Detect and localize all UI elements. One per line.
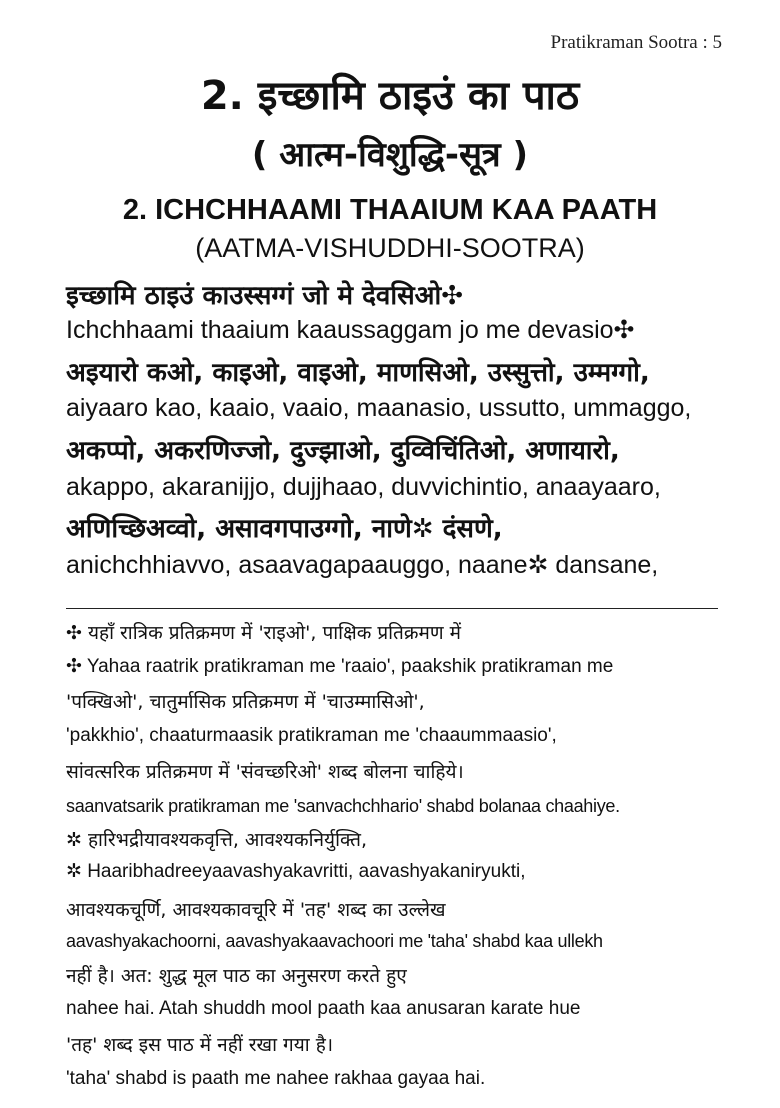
- footnote-line-english: saanvatsarik pratikraman me 'sanvachchhario' shabd bolanaa chaahiye.: [66, 796, 620, 816]
- footnote-line-hindi: नहीं है। अत: शुद्ध मूल पाठ का अनुसरण करते हुए: [66, 965, 407, 987]
- footnote-line-english: ✣ Yahaa raatrik pratikraman me 'raaio', paakshik pratikraman me: [66, 656, 614, 677]
- footnote-line-english: nahee hai. Atah shuddh mool paath kaa anusaran karate hue: [66, 998, 581, 1019]
- verse-line-hindi: अकप्पो, अकरणिज्जो, दुज्झाओ, दुव्विचिंतिओ, अणायारो,: [66, 436, 620, 466]
- footnote-line-english: ✲ Haaribhadreeyaavashyakavritti, aavashyakaniryukti,: [66, 861, 526, 882]
- verse-line-transliteration: aiyaaro kao, kaaio, vaaio, maanasio, ussutto, ummaggo,: [66, 394, 692, 422]
- footnote-line-english: 'pakkhio', chaaturmaasik pratikraman me 'chaaummaasio',: [66, 725, 557, 746]
- verse-line-transliteration: Ichchhaami thaaium kaaussaggam jo me devasio✣: [66, 316, 635, 344]
- title-hindi: 2. इच्छामि ठाइउं का पाठ: [200, 73, 580, 119]
- subtitle-english: (AATMA-VISHUDDHI-SOOTRA): [195, 233, 585, 263]
- footnote-line-hindi: ✣ यहाँ रात्रिक प्रतिक्रमण में 'राइओ', पाक्षिक प्रतिक्रमण में: [66, 622, 461, 644]
- footnote-line-hindi: सांवत्सरिक प्रतिक्रमण में 'संवच्छरिओ' शब्द बोलना चाहिये।: [66, 761, 464, 783]
- verse-line-transliteration: akappo, akaranijjo, dujjhaao, duvvichintio, anaayaaro,: [66, 473, 661, 501]
- running-header: Pratikraman Sootra : 5: [550, 32, 722, 53]
- subtitle-hindi: ( आत्म-विशुद्धि-सूत्र ): [251, 135, 529, 175]
- footnote-line-english: 'taha' shabd is paath me nahee rakhaa gayaa hai.: [66, 1068, 486, 1089]
- footnote-line-hindi: ✲ हारिभद्रीयावश्यकवृत्ति, आवश्यकनिर्युक्ति,: [66, 829, 368, 851]
- footnote-line-hindi: आवश्यकचूर्णि, आवश्यकावचूरि में 'तह' शब्द का उल्लेख: [66, 899, 446, 921]
- verse-line-hindi: इच्छामि ठाइउं काउस्सग्गं जो मे देवसिओ✣: [66, 281, 464, 311]
- title-english: 2. ICHCHHAAMI THAAIUM KAA PAATH: [122, 194, 658, 226]
- verse-line-hindi: अइयारो कओ, काइओ, वाइओ, माणसिओ, उस्सुत्तो, उम्मग्गो,: [66, 358, 650, 388]
- footnote-line-hindi: 'तह' शब्द इस पाठ में नहीं रखा गया है।: [66, 1034, 334, 1056]
- footnote-line-hindi: 'पक्खिओ', चातुर्मासिक प्रतिक्रमण में 'चाउम्मासिओ',: [66, 691, 425, 713]
- footnote-divider: [66, 608, 718, 609]
- verse-line-hindi: अणिच्छिअव्वो, असावगपाउग्गो, नाणे✲ दंसणे,: [66, 514, 503, 544]
- footnote-line-english: aavashyakachoorni, aavashyakaavachoori me 'taha' shabd kaa ullekh: [66, 931, 603, 951]
- verse-line-transliteration: anichchhiavvo, asaavagapaauggo, naane✲ dansane,: [66, 551, 659, 579]
